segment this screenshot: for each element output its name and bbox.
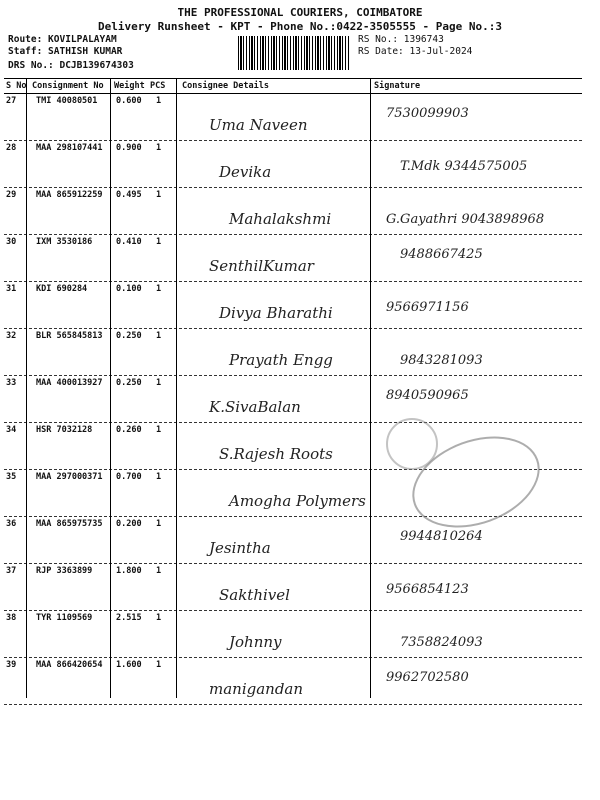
col-sno: S No (6, 81, 27, 91)
cell-weight: 0.250 (116, 331, 142, 341)
consignee-name: Sakthivel (219, 586, 290, 604)
signature-text: T.Mdk 9344575005 (400, 159, 528, 174)
consignee-name: Prayath Engg (229, 351, 333, 369)
consignee-name: S.Rajesh Roots (219, 445, 333, 463)
cell-weight: 2.515 (116, 613, 142, 623)
table-row (4, 141, 582, 188)
cell-consignment: KDI 690284 (36, 284, 88, 294)
cell-consignment: MAA 297000371 (36, 472, 103, 482)
table-row (4, 329, 582, 376)
cell-consignment: MAA 298107441 (36, 143, 103, 153)
cell-pcs: 1 (156, 190, 162, 200)
cell-weight: 0.600 (116, 96, 142, 106)
runsheet-subtitle: Delivery Runsheet - KPT - Phone No.:0422-3505555 - Page No.:3 (98, 20, 502, 33)
col-weight: Weight (114, 81, 145, 91)
cell-sno: 35 (6, 472, 17, 482)
partial-stamp (386, 418, 438, 470)
cell-pcs: 1 (156, 566, 162, 576)
cell-consignment: MAA 865975735 (36, 519, 103, 529)
table-row (4, 94, 582, 141)
signature-text: 7358824093 (400, 635, 483, 650)
signature-text: 9566971156 (386, 300, 469, 315)
cell-pcs: 1 (156, 613, 162, 623)
table-header (4, 78, 582, 94)
divider (110, 78, 111, 698)
table-body (4, 94, 582, 705)
cell-consignment: MAA 400013927 (36, 378, 103, 388)
cell-consignment: MAA 865912259 (36, 190, 103, 200)
barcode (238, 36, 350, 70)
table-row (4, 517, 582, 564)
col-consignee: Consignee Details (182, 81, 269, 91)
staff-label: Staff: SATHISH KUMAR (8, 46, 123, 57)
signature-text: 9944810264 (400, 529, 483, 544)
signature-text: 9566854123 (386, 582, 469, 597)
cell-sno: 33 (6, 378, 17, 388)
cell-weight: 0.700 (116, 472, 142, 482)
cell-pcs: 1 (156, 660, 162, 670)
company-title: THE PROFESSIONAL COURIERS, COIMBATORE (177, 6, 423, 19)
cell-consignment: MAA 866420654 (36, 660, 103, 670)
cell-pcs: 1 (156, 425, 162, 435)
consignee-name: Amogha Polymers (229, 492, 366, 510)
cell-sno: 32 (6, 331, 17, 341)
cell-weight: 0.900 (116, 143, 142, 153)
cell-weight: 1.600 (116, 660, 142, 670)
signature-text: G.Gayathri 9043898968 (386, 212, 545, 227)
cell-pcs: 1 (156, 143, 162, 153)
cell-pcs: 1 (156, 331, 162, 341)
consignee-name: manigandan (209, 680, 304, 698)
consignee-name: Devika (219, 163, 272, 181)
col-signature: Signature (374, 81, 421, 91)
signature-text: 7530099903 (386, 106, 469, 121)
consignee-name: K.SivaBalan (209, 398, 301, 416)
runsheet-table (4, 78, 582, 705)
cell-pcs: 1 (156, 519, 162, 529)
cell-weight: 0.410 (116, 237, 142, 247)
table-row (4, 282, 582, 329)
consignee-name: Divya Bharathi (219, 304, 333, 322)
rs-number: RS No.: 1396743 (358, 34, 444, 45)
cell-weight: 1.800 (116, 566, 142, 576)
route-label: Route: KOVILPALAYAM (8, 34, 117, 45)
signature-text: 9962702580 (386, 670, 469, 685)
cell-pcs: 1 (156, 96, 162, 106)
cell-weight: 0.100 (116, 284, 142, 294)
cell-consignment: TYR 1109569 (36, 613, 93, 623)
cell-sno: 38 (6, 613, 17, 623)
cell-sno: 36 (6, 519, 17, 529)
cell-sno: 37 (6, 566, 17, 576)
table-row (4, 658, 582, 705)
signature-text: 9488667425 (400, 247, 483, 262)
cell-weight: 0.495 (116, 190, 142, 200)
cell-weight: 0.260 (116, 425, 142, 435)
cell-sno: 29 (6, 190, 17, 200)
divider (26, 78, 27, 698)
consignee-name: Uma Naveen (209, 116, 308, 134)
consignee-name: Johnny (229, 633, 282, 651)
signature-text: 8940590965 (386, 388, 469, 403)
signature-text: 9843281093 (400, 353, 483, 368)
table-row (4, 376, 582, 423)
divider (176, 78, 177, 698)
drs-label: DRS No.: DCJB139674303 (8, 60, 134, 71)
divider (370, 78, 371, 698)
consignee-name: SenthilKumar (209, 257, 314, 275)
cell-pcs: 1 (156, 378, 162, 388)
cell-consignment: IXM 3530186 (36, 237, 93, 247)
rs-date: RS Date: 13-Jul-2024 (358, 46, 473, 57)
consignee-name: Jesintha (209, 539, 271, 557)
table-row (4, 564, 582, 611)
col-consignment: Consignment No (32, 81, 104, 91)
cell-sno: 31 (6, 284, 17, 294)
cell-sno: 28 (6, 143, 17, 153)
cell-consignment: RJP 3363899 (36, 566, 93, 576)
table-row (4, 611, 582, 658)
cell-pcs: 1 (156, 284, 162, 294)
cell-sno: 34 (6, 425, 17, 435)
cell-consignment: BLR 565845813 (36, 331, 103, 341)
cell-sno: 39 (6, 660, 17, 670)
col-pcs: PCS (150, 81, 166, 91)
cell-consignment: HSR 7032128 (36, 425, 93, 435)
table-row (4, 188, 582, 235)
cell-weight: 0.250 (116, 378, 142, 388)
cell-consignment: TMI 40080501 (36, 96, 98, 106)
cell-pcs: 1 (156, 237, 162, 247)
table-row (4, 235, 582, 282)
cell-weight: 0.200 (116, 519, 142, 529)
cell-sno: 30 (6, 237, 17, 247)
cell-pcs: 1 (156, 472, 162, 482)
consignee-name: Mahalakshmi (229, 210, 332, 228)
cell-sno: 27 (6, 96, 17, 106)
